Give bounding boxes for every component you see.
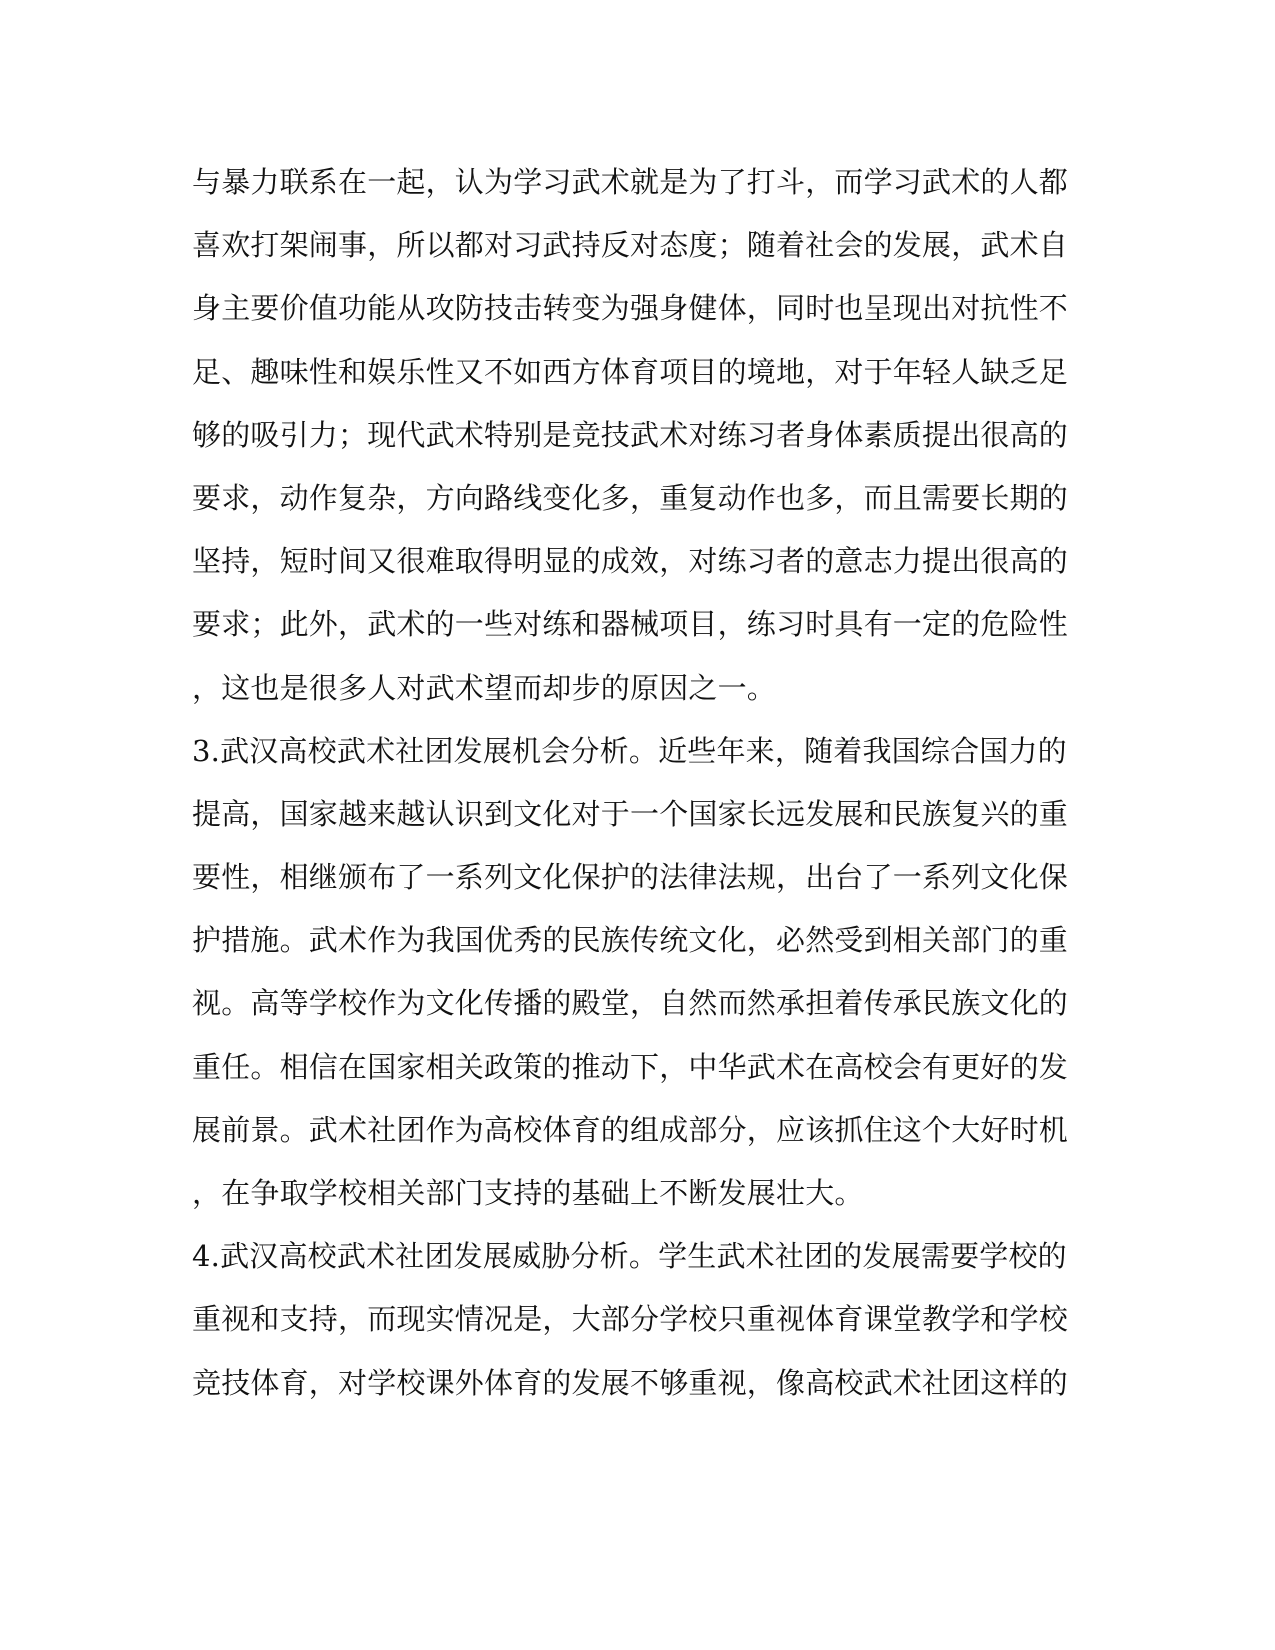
text-line: ，这也是很多人对武术望而却步的原因之一。 (192, 670, 777, 705)
text-line: 要求；此外，武术的一些对练和器械项目，练习时具有一定的危险性 (192, 607, 1069, 642)
text-line: 要性，相继颁布了一系列文化保护的法律法规，出台了一系列文化保 (192, 860, 1069, 895)
text-line: 够的吸引力；现代武术特别是竞技武术对练习者身体素质提出很高的 (192, 417, 1069, 452)
text-line: 足、趣味性和娱乐性又不如西方体育项目的境地，对于年轻人缺乏足 (192, 354, 1069, 389)
section-4-heading-line: 4.武汉高校武术社团发展威胁分析。学生武术社团的发展需要学校的 (192, 1239, 1067, 1274)
text-line: 提高，国家越来越认识到文化对于一个国家长远发展和民族复兴的重 (192, 796, 1069, 831)
text-line: 重任。相信在国家相关政策的推动下，中华武术在高校会有更好的发 (192, 1049, 1069, 1084)
text-line: 护措施。武术作为我国优秀的民族传统文化，必然受到相关部门的重 (192, 923, 1069, 958)
text-line: 坚持，短时间又很难取得明显的成效，对练习者的意志力提出很高的 (192, 544, 1069, 579)
text-line: 展前景。武术社团作为高校体育的组成部分，应该抓住这个大好时机 (192, 1112, 1069, 1147)
text-line: 与暴力联系在一起，认为学习武术就是为了打斗，而学习武术的人都 (192, 165, 1069, 199)
text-line: ，在争取学校相关部门支持的基础上不断发展壮大。 (192, 1176, 864, 1210)
body-text (192, 162, 1069, 1426)
section-3-heading-line: 3.武汉高校武术社团发展机会分析。近些年来，随着我国综合国力的 (192, 733, 1067, 768)
text-line: 视。高等学校作为文化传播的殿堂，自然而然承担着传承民族文化的 (192, 986, 1069, 1021)
text-line: 竞技体育，对学校课外体育的发展不够重视，像高校武术社团这样的 (192, 1365, 1069, 1400)
text-line: 重视和支持，而现实情况是，大部分学校只重视体育课堂教学和学校 (192, 1302, 1069, 1337)
text-line: 身主要价值功能从攻防技击转变为强身健体，同时也呈现出对抗性不 (192, 291, 1069, 326)
text-line: 喜欢打架闹事，所以都对习武持反对态度；随着社会的发展，武术自 (192, 228, 1069, 263)
text-line: 要求，动作复杂，方向路线变化多，重复动作也多，而且需要长期的 (192, 480, 1069, 515)
